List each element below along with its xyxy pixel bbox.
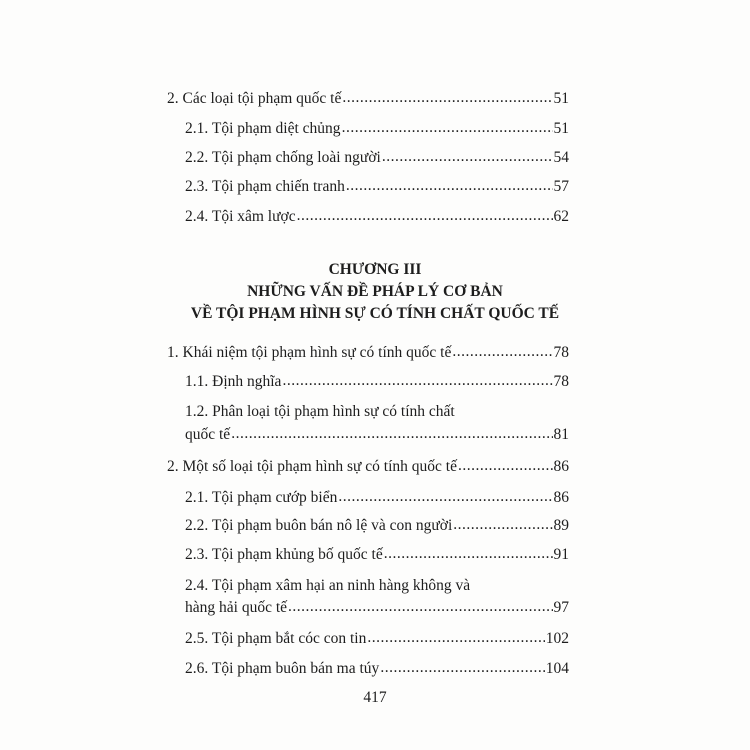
chapter-number: CHƯƠNG III bbox=[328, 261, 422, 278]
toc-entry-label-line-1: 2.4. Tội phạm xâm hại an ninh hàng không và bbox=[185, 577, 471, 594]
dot-leader bbox=[382, 149, 553, 166]
toc-entry-page: 81 bbox=[553, 426, 569, 443]
toc-entry-label: 2.2. Tội phạm buôn bán nô lệ và con người bbox=[185, 517, 453, 534]
dot-leader bbox=[384, 546, 553, 563]
toc-entry[interactable] bbox=[185, 373, 569, 391]
toc-entry-label: 2.6. Tội phạm buôn bán ma túy bbox=[185, 660, 380, 677]
toc-entry[interactable] bbox=[185, 517, 569, 535]
toc-entry-page: 86 bbox=[553, 489, 569, 506]
toc-entry[interactable] bbox=[185, 426, 569, 444]
toc-entry-label: 2.1. Tội phạm diệt chủng bbox=[185, 120, 341, 137]
toc-entry-label: 1.1. Định nghĩa bbox=[185, 373, 282, 390]
toc-entry-page: 104 bbox=[545, 660, 569, 677]
toc-entry[interactable] bbox=[185, 599, 569, 617]
toc-entry-page: 51 bbox=[553, 120, 569, 137]
toc-entry[interactable] bbox=[185, 120, 569, 138]
toc-entry-page: 62 bbox=[553, 208, 569, 225]
toc-entry-label-line-1: 1.2. Phân loại tội phạm hình sự có tính chất bbox=[185, 403, 455, 420]
toc-entry[interactable] bbox=[185, 208, 569, 226]
toc-entry-page: 89 bbox=[553, 517, 569, 534]
dot-leader bbox=[453, 517, 552, 534]
toc-entry-label: 2. Một số loại tội phạm hình sự có tính quốc tế bbox=[167, 458, 457, 475]
toc-entry-page: 78 bbox=[553, 373, 569, 390]
toc-entry-page: 86 bbox=[553, 458, 569, 475]
dot-leader bbox=[452, 344, 552, 361]
toc-entry-label: 2.4. Tội xâm lược bbox=[185, 208, 296, 225]
toc-entry[interactable] bbox=[185, 178, 569, 196]
page-number: 417 bbox=[363, 689, 387, 706]
toc-entry-page: 97 bbox=[553, 599, 569, 616]
toc-entry[interactable] bbox=[185, 489, 569, 507]
toc-entry-label: 2.5. Tội phạm bắt cóc con tin bbox=[185, 630, 367, 647]
toc-entry-page: 102 bbox=[545, 630, 569, 647]
dot-leader bbox=[380, 660, 544, 677]
toc-entry[interactable] bbox=[185, 660, 569, 678]
toc-entry[interactable] bbox=[167, 344, 569, 362]
dot-leader bbox=[367, 630, 544, 647]
toc-entry-label: 2.3. Tội phạm chiến tranh bbox=[185, 178, 345, 195]
dot-leader bbox=[342, 90, 552, 107]
dot-leader bbox=[282, 373, 552, 390]
toc-entry[interactable] bbox=[167, 458, 569, 476]
dot-leader bbox=[342, 120, 553, 137]
toc-entry[interactable] bbox=[167, 90, 569, 108]
toc-entry-label: 2. Các loại tội phạm quốc tế bbox=[167, 90, 342, 107]
toc-entry-page: 54 bbox=[553, 149, 569, 166]
dot-leader bbox=[338, 489, 552, 506]
toc-entry[interactable] bbox=[185, 630, 569, 648]
dot-leader bbox=[288, 599, 552, 616]
chapter-title-line-1: NHỮNG VẤN ĐỀ PHÁP LÝ CƠ BẢN bbox=[247, 283, 503, 300]
toc-entry[interactable] bbox=[185, 149, 569, 167]
dot-leader bbox=[297, 208, 553, 225]
dot-leader bbox=[231, 426, 552, 443]
toc-entry-page: 91 bbox=[553, 546, 569, 563]
toc-entry-page: 51 bbox=[553, 90, 569, 107]
toc-entry-page: 78 bbox=[553, 344, 569, 361]
toc-entry-label: 1. Khái niệm tội phạm hình sự có tính quốc tế bbox=[167, 344, 452, 361]
dot-leader bbox=[458, 458, 553, 475]
toc-entry-label: hàng hải quốc tế bbox=[185, 599, 288, 616]
toc-entry[interactable] bbox=[185, 546, 569, 564]
dot-leader bbox=[346, 178, 553, 195]
toc-entry-label: 2.1. Tội phạm cướp biển bbox=[185, 489, 338, 506]
toc-entry-label: 2.3. Tội phạm khủng bố quốc tế bbox=[185, 546, 383, 563]
toc-entry-label: 2.2. Tội phạm chống loài người bbox=[185, 149, 381, 166]
toc-entry-page: 57 bbox=[553, 178, 569, 195]
toc-entry-label: quốc tế bbox=[185, 426, 231, 443]
chapter-title-line-2: VỀ TỘI PHẠM HÌNH SỰ CÓ TÍNH CHẤT QUỐC TẾ bbox=[190, 305, 560, 322]
